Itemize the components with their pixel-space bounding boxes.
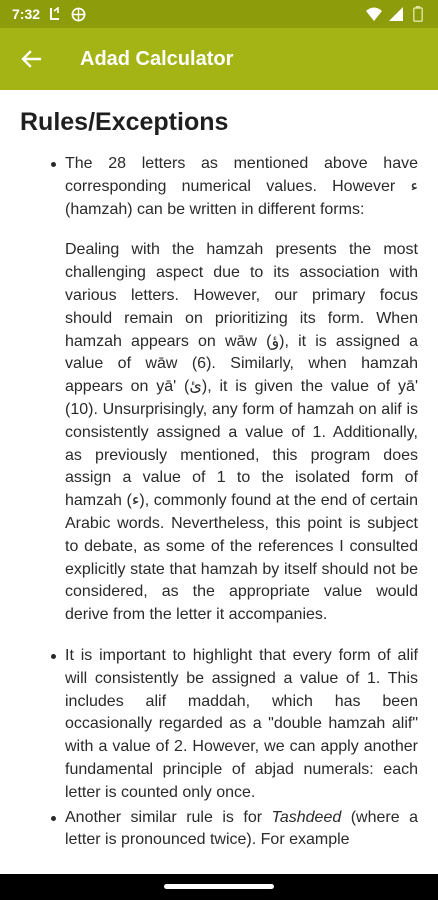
app-bar xyxy=(0,28,438,90)
rule-text-prefix: Another similar rule is for xyxy=(65,808,272,826)
globe-icon xyxy=(70,6,86,22)
back-button[interactable] xyxy=(0,28,62,90)
arrow-left-icon xyxy=(21,49,41,69)
status-time: 7:32 xyxy=(12,6,41,22)
home-handle[interactable] xyxy=(164,884,274,889)
battery-icon xyxy=(410,6,426,22)
status-left xyxy=(12,6,86,22)
page-title: Rules/Exceptions xyxy=(20,108,229,136)
notification-icon xyxy=(47,6,63,22)
status-bar xyxy=(0,0,438,28)
wifi-icon xyxy=(366,6,382,22)
rule-paragraph: Dealing with the hamzah presents the most challenging aspect due to its association with various letters. However, our primary focus should remain on prioritizing its form. When hamzah appears on wāw (ؤ), it is assigned a value of wāw (6). Similarly, when hamzah appears on yā' (ئ), it is given the value of yā' (10). Unsurprisingly, any form of hamzah on alif is consistently assigned a value of 1. Additionally, as previously mentioned, this program does assign a value of 1 to the isolated form of hamzah (ء), commonly found at the end of certain Arabic words. Nevertheless, this point is subject to debate, as some of the references I consulted explicitly state that hamzah by itself should not be considered, as the appropriate value would derive from the letter it accompanies. xyxy=(65,241,418,624)
list-item xyxy=(20,153,418,627)
rule-paragraph: The 28 letters as mentioned above have corresponding numerical values. However ء (hamzah) can be written in different forms: xyxy=(65,155,418,218)
status-right xyxy=(366,6,426,22)
rule-text-suffix: (where a letter is pronounced twice). For example xyxy=(65,808,419,849)
scroll-content[interactable] xyxy=(0,90,438,874)
app-title: Adad Calculator xyxy=(80,47,234,70)
rule-paragraph: It is important to highlight that every form of alif will consistently be assigned a value of 1. This includes alif maddah, which has been occasionally regarded as a "double hamzah alif" with a value of 2. However, we can apply another fundamental principle of abjad numerals: each letter is counted only once. xyxy=(65,646,418,801)
navigation-bar xyxy=(0,874,438,900)
list-item xyxy=(20,645,418,805)
signal-icon xyxy=(388,6,404,22)
rule-emphasis: Tashdeed xyxy=(271,808,342,826)
list-item xyxy=(20,807,418,853)
rules-list xyxy=(20,153,418,852)
